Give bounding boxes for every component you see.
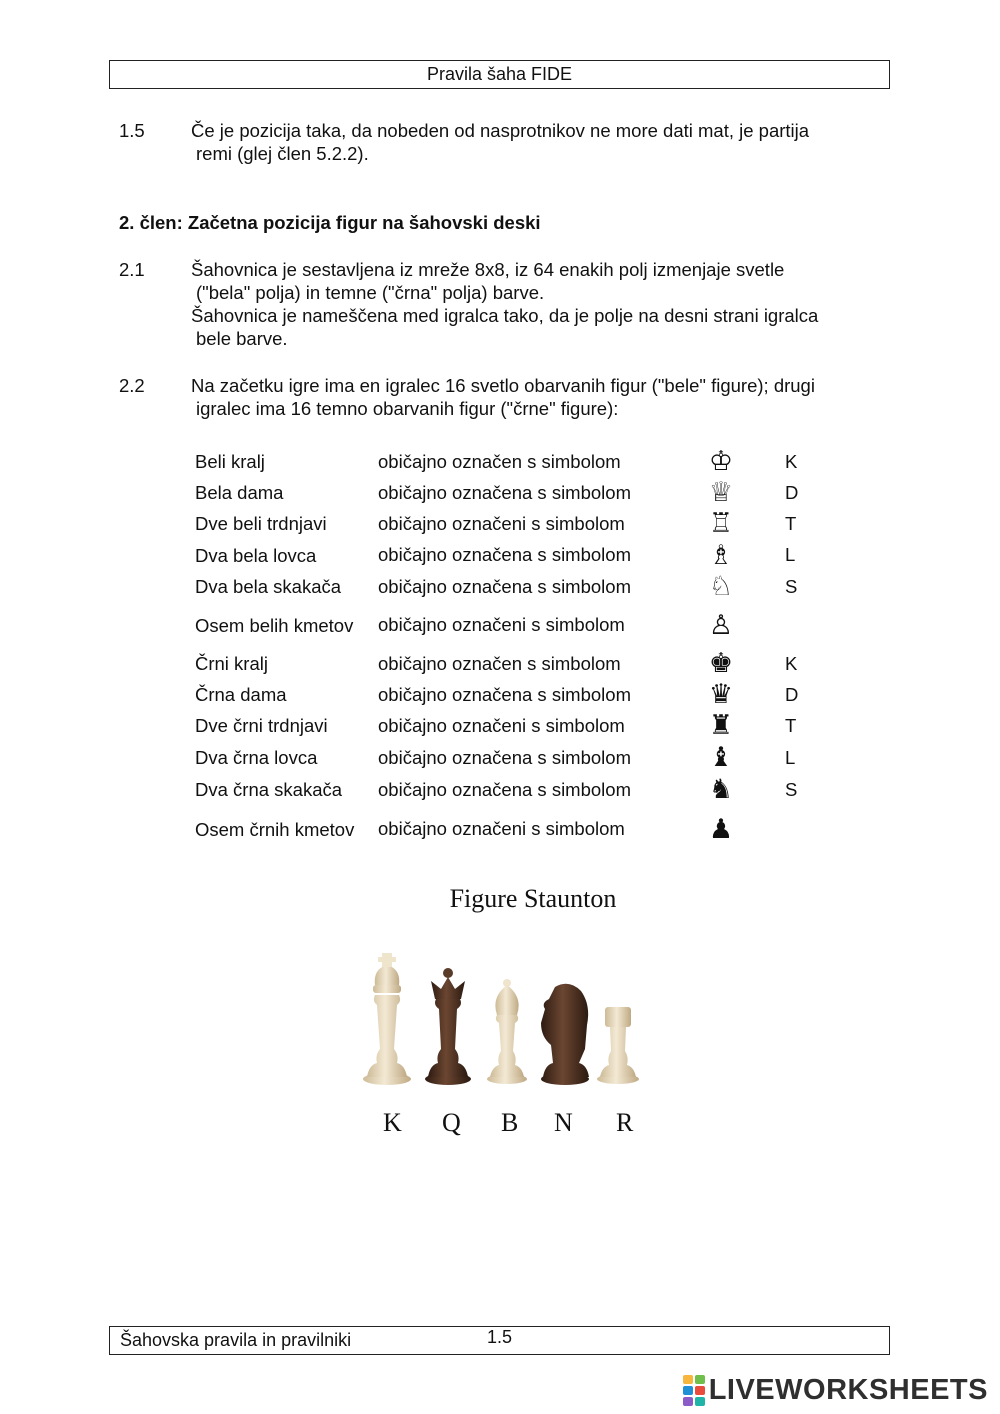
piece-description: običajno označena s simbolom — [378, 746, 631, 768]
piece-name: Dve črni trdnjavi — [195, 715, 328, 736]
white-knight-icon: ♘ — [708, 571, 734, 602]
black-rook-icon: ♜ — [708, 710, 734, 741]
piece-abbreviation: T — [785, 512, 797, 534]
figure-letter: N — [554, 1108, 573, 1137]
piece-name: Beli kralj — [195, 451, 265, 472]
piece-row — [195, 539, 815, 571]
piece-abbreviation: D — [785, 683, 799, 705]
piece-row — [195, 508, 815, 539]
piece-row — [195, 602, 815, 648]
white-bishop-icon: ♗ — [708, 539, 734, 571]
piece-row — [195, 805, 815, 853]
black-knight-icon: ♞ — [708, 774, 734, 805]
piece-abbreviation: T — [785, 714, 797, 736]
logo-tile — [683, 1386, 693, 1395]
figure-letter: Q — [442, 1108, 461, 1137]
paragraph-2-1 — [119, 258, 881, 350]
piece-abbreviation: K — [785, 450, 798, 472]
staunton-photo — [355, 945, 645, 1095]
figure-letter: B — [501, 1108, 519, 1137]
paragraph-line: Na začetku igre ima en igralec 16 svetlo obarvanih figur ("bele" figure); drugi — [191, 375, 815, 396]
paragraph-1-5 — [119, 119, 881, 165]
logo-tile — [695, 1375, 705, 1384]
piece-name: Dva bela lovca — [195, 544, 317, 566]
paragraph-number: 2.2 — [119, 375, 145, 396]
photo-queen — [425, 968, 471, 1085]
piece-description: običajno označen s simbolom — [378, 450, 621, 472]
photo-knight — [541, 984, 589, 1085]
piece-description: običajno označen s simbolom — [378, 652, 621, 674]
piece-row — [195, 446, 815, 477]
piece-abbreviation: L — [785, 544, 796, 565]
paragraph-number: 2.1 — [119, 259, 145, 280]
paragraph-line: Šahovnica je nameščena med igralca tako, da je polje na desni strani igralca — [191, 305, 819, 326]
paragraph-number: 1.5 — [119, 120, 145, 141]
piece-name: Črna dama — [195, 684, 287, 705]
paragraph-line: remi (glej člen 5.2.2). — [196, 143, 369, 164]
figure-letter: K — [383, 1108, 402, 1137]
logo-tiles-icon — [683, 1375, 705, 1406]
piece-table — [195, 446, 815, 853]
page-header — [109, 60, 890, 89]
white-king-icon: ♔ — [708, 446, 734, 477]
piece-description: običajno označena s simbolom — [378, 481, 631, 503]
figure-title: Figure Staunton — [449, 884, 617, 913]
piece-description: običajno označeni s simbolom — [378, 818, 625, 839]
paragraph-line: ("bela" polja) in temne ("črna" polja) barve. — [196, 282, 545, 303]
piece-name: Dva črna lovca — [195, 747, 318, 768]
white-rook-icon: ♖ — [708, 508, 734, 539]
header-title: Pravila šaha FIDE — [426, 64, 573, 84]
black-queen-icon: ♛ — [708, 679, 734, 710]
piece-description: običajno označena s simbolom — [378, 778, 631, 800]
piece-name: Črni kralj — [195, 653, 268, 674]
figure-letter: R — [616, 1108, 634, 1137]
piece-row — [195, 679, 815, 710]
black-bishop-icon: ♝ — [708, 742, 734, 773]
piece-row — [195, 741, 815, 774]
brand-name: LIVEWORKSHEETS — [708, 1373, 988, 1406]
piece-abbreviation: L — [785, 746, 796, 768]
piece-row — [195, 774, 815, 805]
piece-description: običajno označena s simbolom — [378, 544, 631, 565]
paragraph-line: igralec ima 16 temno obarvanih figur ("črne" figure): — [196, 398, 619, 419]
white-pawn-icon: ♙ — [708, 609, 734, 641]
section-heading: 2. člen: Začetna pozicija figur na šahovski deski — [119, 212, 541, 233]
piece-description: običajno označeni s simbolom — [378, 714, 625, 736]
photo-rook — [597, 1007, 639, 1084]
piece-name: Bela dama — [195, 482, 284, 503]
logo-tile — [695, 1397, 705, 1406]
photo-king — [363, 953, 411, 1085]
piece-name: Dve beli trdnjavi — [195, 513, 327, 534]
piece-description: običajno označeni s simbolom — [378, 512, 625, 534]
paragraph-line: Če je pozicija taka, da nobeden od nasprotnikov ne more dati mat, je partija — [191, 120, 810, 141]
piece-name: Dva bela skakača — [195, 576, 342, 597]
page-number: 1.5 — [487, 1327, 513, 1347]
footer-title: Šahovska pravila in pravilniki — [120, 1330, 352, 1350]
logo-tile — [695, 1386, 705, 1395]
logo-tile — [683, 1397, 693, 1406]
piece-name: Osem belih kmetov — [195, 614, 354, 636]
piece-abbreviation: K — [785, 652, 798, 674]
page-footer — [109, 1326, 890, 1355]
piece-abbreviation: S — [785, 778, 798, 800]
piece-description: običajno označena s simbolom — [378, 683, 631, 705]
piece-name: Dva črna skakača — [195, 779, 343, 800]
logo-tile — [683, 1375, 693, 1384]
piece-abbreviation: S — [785, 575, 798, 597]
piece-row — [195, 710, 815, 741]
black-king-icon: ♚ — [708, 648, 734, 679]
paragraph-line: Šahovnica je sestavljena iz mreže 8x8, iz 64 enakih polj izmenjaje svetle — [191, 259, 785, 280]
piece-abbreviation: D — [785, 481, 799, 503]
liveworksheets-logo[interactable] — [683, 1374, 988, 1406]
photo-bishop — [487, 979, 527, 1084]
piece-row — [195, 648, 815, 679]
paragraph-2-2 — [119, 374, 881, 420]
piece-description: običajno označena s simbolom — [378, 575, 631, 597]
piece-row — [195, 571, 815, 602]
black-pawn-icon: ♟ — [708, 813, 734, 845]
paragraph-line: bele barve. — [196, 328, 288, 349]
piece-row — [195, 477, 815, 508]
piece-name: Osem črnih kmetov — [195, 818, 355, 840]
white-queen-icon: ♕ — [708, 477, 734, 508]
piece-description: običajno označeni s simbolom — [378, 614, 625, 635]
